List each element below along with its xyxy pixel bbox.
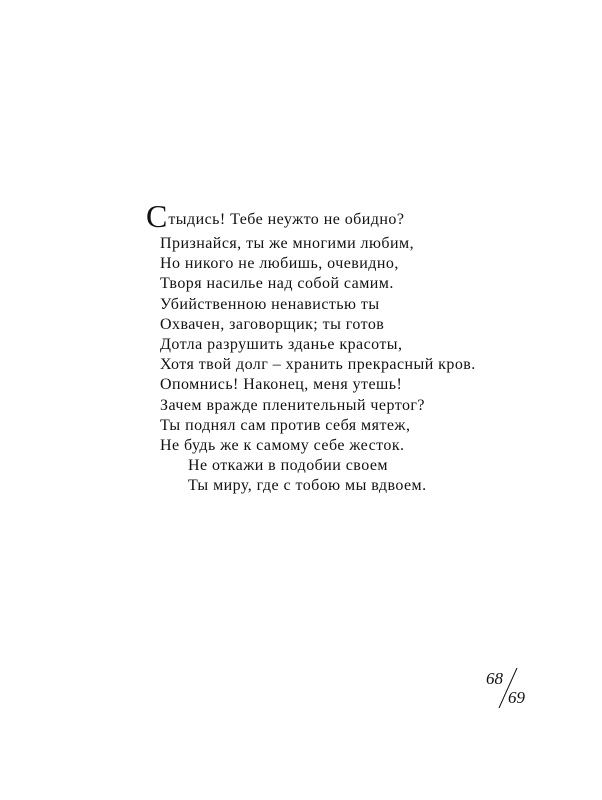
page-number-left: 68 (486, 669, 503, 688)
couplet-line-1: Не откажи в подобии своем (188, 457, 388, 475)
poem-line-7: Дотла разрушить зданье красоты, (160, 336, 403, 354)
poem (146, 198, 566, 497)
page-number-right: 69 (508, 688, 525, 707)
poem-line-8: Хотя твой долг – хранить прекрасный кров. (160, 356, 476, 374)
poem-line-5: Убийственною ненавистью ты (160, 295, 380, 313)
poem-line-1-text: тыдись! Тебе неужто не обидно? (168, 211, 405, 228)
poem-line-12: Не будь же к самому себе жесток. (160, 437, 405, 455)
poem-line-1 (146, 198, 566, 234)
poem-line-11: Ты поднял сам против себя мятеж, (160, 416, 411, 434)
page-number (484, 665, 544, 713)
poem-line-9: Опомнись! Наконец, меня утешь! (160, 376, 403, 394)
poem-line-3: Но никого не любишь, очевидно, (160, 255, 399, 273)
poem-line-4: Творя насилье над собой самим. (160, 275, 394, 293)
poem-line-10: Зачем вражде пленительный чертог? (160, 396, 425, 414)
couplet-line-2: Ты миру, где с тобою мы вдвоем. (188, 477, 427, 495)
drop-cap: С (146, 198, 168, 234)
poem-line-2: Признайся, ты же многими любим, (160, 235, 415, 252)
poem-line-6: Охвачен, заговорщик; ты готов (160, 315, 385, 333)
